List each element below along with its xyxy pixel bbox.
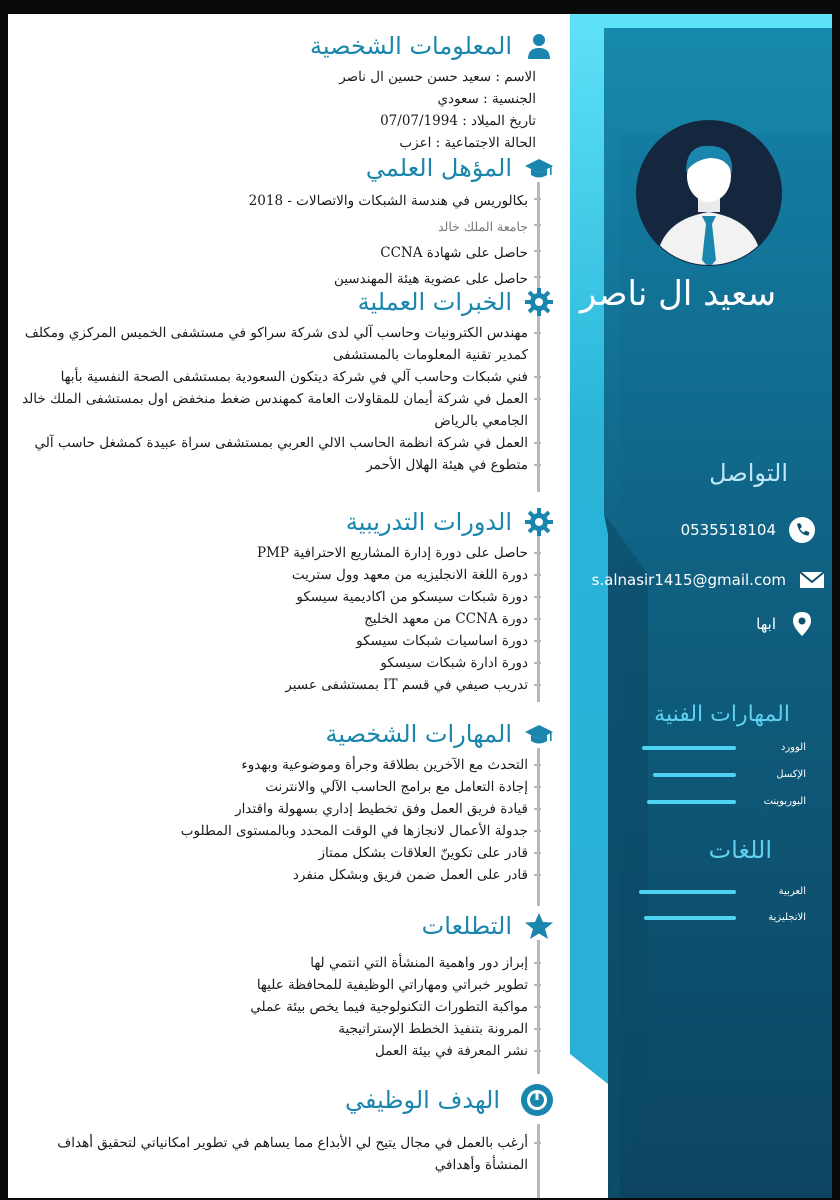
tech-skills-title: المهارات الفنية	[654, 702, 790, 727]
list-item: الحالة الاجتماعية : اعزب	[399, 135, 536, 151]
skill-level-bar	[642, 746, 736, 750]
personal-info-section	[22, 26, 554, 154]
objective-section	[22, 1080, 554, 1176]
personal-info-list	[22, 66, 554, 154]
list-item: حاصل على عضوية هيئة المهندسين	[22, 266, 528, 292]
location-row	[756, 610, 816, 638]
list-item: مواكبة التطورات التكنولوجية فيما يخص بيئة عملي	[22, 996, 528, 1018]
skill-row	[642, 742, 806, 753]
list-item: دورة اساسيات شبكات سيسكو	[22, 630, 528, 652]
bullet-dash	[534, 1142, 541, 1144]
bullet-dash	[534, 276, 541, 278]
skill-label: الانجليزية	[768, 912, 806, 923]
list-item: دورة ادارة شبكات سيسكو	[22, 652, 528, 674]
skill-row	[653, 769, 806, 780]
experience-list	[22, 322, 554, 476]
skill-row	[639, 886, 806, 897]
experience-title: الخبرات العملية	[357, 288, 512, 316]
list-item: أرغب بالعمل في مجال يتيح لي الأبداع مما يساهم في تطوير امكانياتي لتحقيق أهداف المنشأة وأهدافي	[22, 1132, 528, 1176]
list-item: قادر على تكوينّ العلاقات بشكل ممتاز	[22, 842, 528, 864]
objective-title: الهدف الوظيفي	[344, 1086, 500, 1114]
bullet-dash	[534, 808, 541, 810]
experience-section	[22, 282, 554, 476]
bullet-dash	[534, 662, 541, 664]
bullet-dash	[534, 198, 541, 200]
skill-level-bar	[647, 800, 736, 804]
skill-label: الإكسل	[776, 769, 806, 780]
list-item: مهندس الكترونيات وحاسب آلي لدى شركة سراكو في مستشفى الخميس المركزي ومكلف كمدير تقنية المعلومات بالمستشفى	[22, 322, 528, 366]
courses-title: الدورات التدريبية	[345, 508, 512, 536]
mail-icon	[798, 566, 826, 594]
list-item: العمل في شركة أيمان للمقاولات العامة كمهندس ضغط منخفض اول بمستشفى الملك خالد الجامعي بالرياض	[22, 388, 528, 432]
bullet-dash	[534, 640, 541, 642]
skill-label: البوربوينت	[763, 796, 806, 807]
list-item: فني شبكات وحاسب آلي في شركة ديتكون السعودية بمستشفى الصحة النفسية بأبها	[22, 366, 528, 388]
list-item: الاسم : سعيد حسن حسين ال ناصر	[339, 69, 536, 85]
personal-info-title: المعلومات الشخصية	[310, 32, 512, 60]
skill-row	[644, 912, 806, 923]
list-item: قيادة فريق العمل وفق تخطيط إداري بسهولة واقتدار	[22, 798, 528, 820]
list-item: قادر على العمل ضمن فريق وبشكل منفرد	[22, 864, 528, 886]
courses-section	[22, 502, 554, 696]
target-icon	[520, 1083, 554, 1117]
bullet-dash	[534, 376, 541, 378]
bullet-dash	[534, 574, 541, 576]
list-item: تطوير خبراتي ومهاراتي الوظيفية للمحافظة عليها	[22, 974, 528, 996]
bullet-dash	[534, 596, 541, 598]
contact-title: التواصل	[709, 459, 788, 487]
location-pin-icon	[788, 610, 816, 638]
phone-icon	[788, 516, 816, 544]
list-item: دورة شبكات سيسكو من اكاديمية سيسكو	[22, 586, 528, 608]
city: ابها	[756, 615, 776, 633]
skill-level-bar	[644, 916, 736, 920]
courses-list	[22, 542, 554, 696]
skill-level-bar	[653, 773, 736, 777]
graduation-cap-icon	[524, 153, 554, 183]
avatar	[636, 120, 782, 266]
resume-page	[8, 14, 832, 1198]
bullet-dash	[534, 1006, 541, 1008]
education-list	[22, 188, 554, 292]
list-item: الجنسية : سعودي	[437, 91, 536, 107]
skill-level-bar	[639, 890, 736, 894]
aspirations-list	[22, 952, 554, 1062]
list-item: حاصل على شهادة CCNA	[22, 240, 528, 266]
person-name: سعيد ال ناصر	[579, 274, 777, 314]
bullet-dash	[534, 224, 541, 226]
gear-icon	[524, 507, 554, 537]
soft-skills-list	[22, 754, 554, 886]
graduation-cap-icon	[524, 719, 554, 749]
bullet-dash	[534, 786, 541, 788]
bullet-dash	[534, 552, 541, 554]
bullet-dash	[534, 764, 541, 766]
skill-label: الوورد	[780, 742, 806, 753]
timeline-line	[537, 1124, 540, 1198]
objective-list	[22, 1132, 554, 1176]
list-item: متطوع في هيئة الهلال الأحمر	[22, 454, 528, 476]
main-column	[22, 14, 554, 1198]
list-item: تاريخ الميلاد : 07/07/1994	[380, 113, 536, 129]
languages-title: اللغات	[708, 836, 772, 864]
star-icon	[524, 911, 554, 941]
list-item: حاصل على دورة إدارة المشاريع الاحترافية PMP	[22, 542, 528, 564]
person-icon	[524, 31, 554, 61]
aspirations-title: التطلعات	[421, 912, 512, 940]
bullet-dash	[534, 984, 541, 986]
list-item: جامعة الملك خالد	[22, 214, 528, 240]
aspirations-section	[22, 906, 554, 1062]
bullet-dash	[534, 1028, 541, 1030]
list-item: التحدث مع الآخرين بطلاقة وجرأة وموضوعية وبهدوء	[22, 754, 528, 776]
bullet-dash	[534, 1050, 541, 1052]
bullet-dash	[534, 398, 541, 400]
education-section	[22, 148, 554, 292]
list-item: إبراز دور واهمية المنشأة التي انتمي لها	[22, 952, 528, 974]
bullet-dash	[534, 332, 541, 334]
list-item: جدولة الأعمال لانجازها في الوقت المحدد وبالمستوى المطلوب	[22, 820, 528, 842]
phone-number[interactable]: 0535518104	[680, 521, 776, 539]
list-item: العمل في شركة انظمة الحاسب الالي العربي بمستشفى سراة عبيدة كمشغل حاسب آلي	[22, 432, 528, 454]
list-item: تدريب صيفي في قسم IT بمستشفى عسير	[22, 674, 528, 696]
list-item: المرونة بتنفيذ الخطط الإستراتيجية	[22, 1018, 528, 1040]
bullet-dash	[534, 962, 541, 964]
list-item: دورة اللغة الانجليزيه من معهد وول ستريت	[22, 564, 528, 586]
bullet-dash	[534, 684, 541, 686]
bullet-dash	[534, 852, 541, 854]
soft-skills-section	[22, 714, 554, 886]
phone-row	[681, 516, 816, 544]
bullet-dash	[534, 830, 541, 832]
list-item: بكالوريس في هندسة الشبكات والاتصالات - 2018	[22, 188, 528, 214]
skill-label: العربية	[778, 886, 806, 897]
bullet-dash	[534, 618, 541, 620]
list-item: نشر المعرفة في بيئة العمل	[22, 1040, 528, 1062]
bullet-dash	[534, 464, 541, 466]
bullet-dash	[534, 250, 541, 252]
education-title: المؤهل العلمي	[365, 154, 512, 182]
timeline-line	[537, 748, 540, 906]
gear-icon	[524, 287, 554, 317]
bullet-dash	[534, 874, 541, 876]
list-item: دورة CCNA من معهد الخليج	[22, 608, 528, 630]
bullet-dash	[534, 442, 541, 444]
soft-skills-title: المهارات الشخصية	[325, 720, 512, 748]
email-row	[592, 566, 826, 594]
email-address[interactable]: s.alnasir1415@gmail.com	[591, 571, 786, 589]
skill-row	[647, 796, 806, 807]
list-item: إجادة التعامل مع برامج الحاسب الآلي والانترنت	[22, 776, 528, 798]
